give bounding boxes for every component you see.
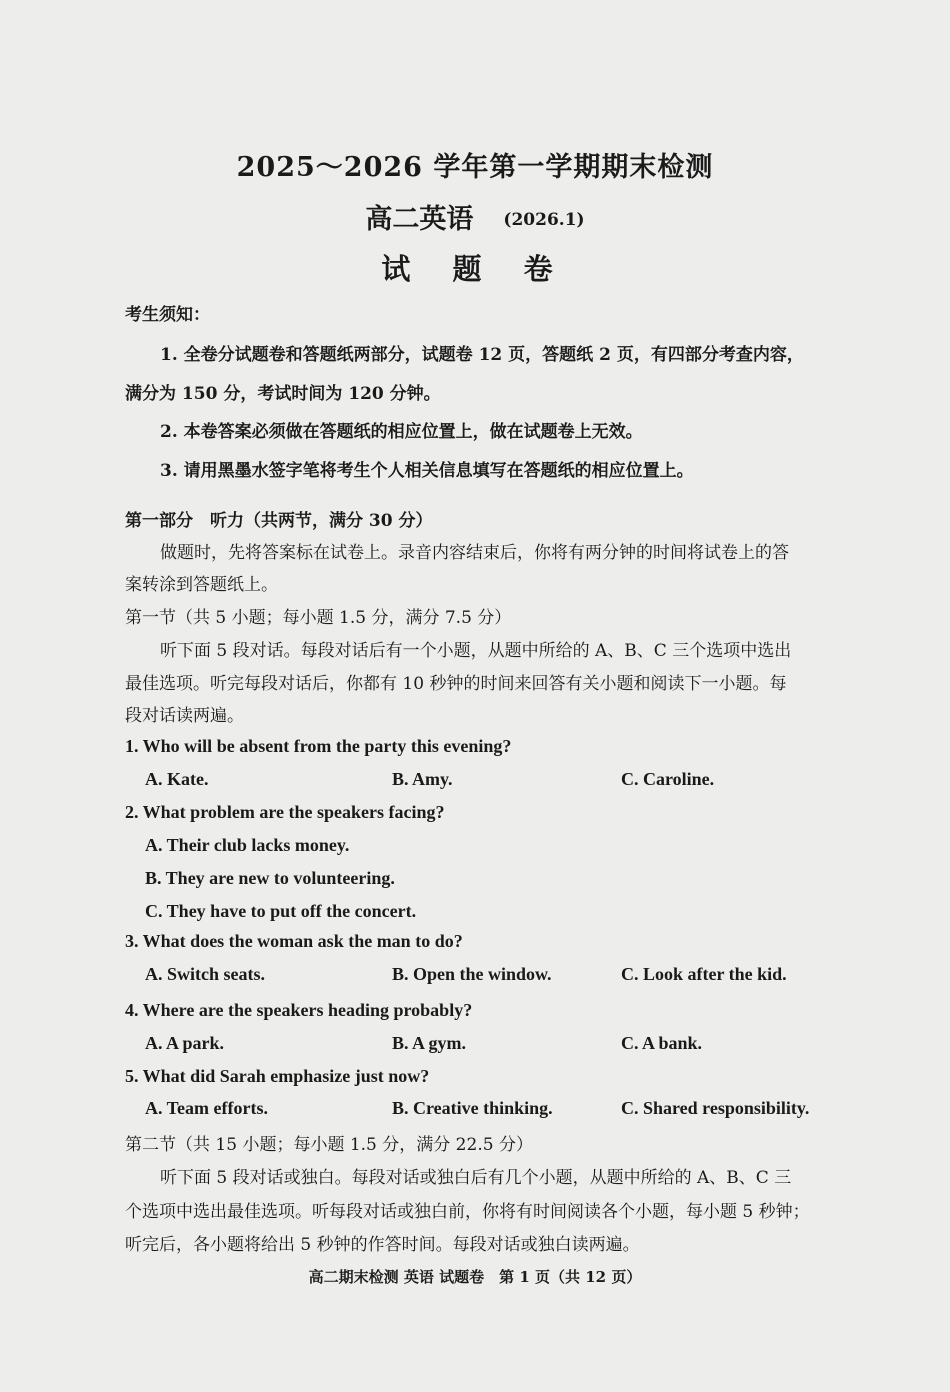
option-b: B. They are new to volunteering. — [145, 868, 395, 888]
question-stem: 3. What does the woman ask the man to do? — [125, 931, 463, 951]
option-a: A. Kate. — [145, 769, 209, 789]
section1-heading: 第一节（共 5 小题；每小题 1.5 分，满分 7.5 分） — [125, 608, 512, 628]
part1-intro-1: 做题时，先将答案标在试卷上。录音内容结束后，你将有两分钟的时间将试卷上的答 — [160, 543, 789, 563]
question-stem: 2. What problem are the speakers facing? — [125, 802, 445, 822]
option-b: B. Amy. — [392, 769, 453, 789]
notice-heading: 考生须知： — [125, 305, 210, 325]
option-b: B. Creative thinking. — [392, 1098, 553, 1118]
option-b: B. Open the window. — [392, 964, 552, 984]
section2-heading: 第二节（共 15 小题；每小题 1.5 分，满分 22.5 分） — [125, 1135, 533, 1155]
option-c: C. They have to put off the concert. — [145, 901, 417, 921]
question-stem: 5. What did Sarah emphasize just now? — [125, 1066, 430, 1086]
option-a: A. Team efforts. — [145, 1098, 268, 1118]
section2-intro-1: 听下面 5 段对话或独白。每段对话或独白后有几个小题，从题中所给的 A、B、C 三 — [160, 1168, 792, 1188]
paper-title: 试 题 卷 — [381, 252, 569, 286]
exam-title: 2025～2026 学年第一学期期末检测 — [236, 152, 714, 183]
option-a: A. Switch seats. — [145, 964, 265, 984]
option-b: B. A gym. — [392, 1033, 467, 1053]
notice-item-2: 2. 本卷答案必须做在答题纸的相应位置上，做在试题卷上无效。 — [160, 422, 643, 442]
section1-intro-1: 听下面 5 段对话。每段对话后有一个小题，从题中所给的 A、B、C 三个选项中选出 — [160, 641, 792, 661]
part1-intro-2: 案转涂到答题纸上。 — [125, 575, 278, 595]
subject-line — [0, 197, 950, 236]
section1-intro-2: 最佳选项。听完每段对话后，你都有 10 秒钟的时间来回答有关小题和阅读下一小题。每 — [125, 674, 787, 694]
notice-item-3: 3. 请用黑墨水签字笔将考生个人相关信息填写在答题纸的相应位置上。 — [160, 461, 694, 481]
page-footer: 高二期末检测 英语 试题卷 第 1 页（共 12 页） — [308, 1268, 642, 1286]
section1-intro-3: 段对话读两遍。 — [125, 706, 244, 726]
option-c: C. Caroline. — [621, 769, 715, 789]
subject-title: 高二英语 — [365, 204, 474, 235]
part1-heading: 第一部分 听力（共两节，满分 30 分） — [125, 511, 433, 531]
exam-date: (2026.1) — [503, 210, 585, 230]
question-stem: 1. Who will be absent from the party this evening? — [125, 736, 512, 756]
option-c: C. A bank. — [621, 1033, 703, 1053]
notice-item-1-cont: 满分为 150 分，考试时间为 120 分钟。 — [125, 384, 441, 404]
option-a: A. A park. — [145, 1033, 225, 1053]
section2-intro-3: 听完后，各小题将给出 5 秒钟的作答时间。每段对话或独白读两遍。 — [125, 1235, 640, 1255]
question-stem: 4. Where are the speakers heading probably? — [125, 1000, 473, 1020]
option-a: A. Their club lacks money. — [145, 835, 350, 855]
option-c: C. Look after the kid. — [621, 964, 787, 984]
notice-item-1: 1. 全卷分试题卷和答题纸两部分，试题卷 12 页，答题纸 2 页，有四部分考查内容， — [160, 345, 804, 365]
section2-intro-2: 个选项中选出最佳选项。听每段对话或独白前，你将有时间阅读各个小题，每小题 5 秒钟； — [125, 1202, 810, 1222]
option-c: C. Shared responsibility. — [621, 1098, 810, 1118]
